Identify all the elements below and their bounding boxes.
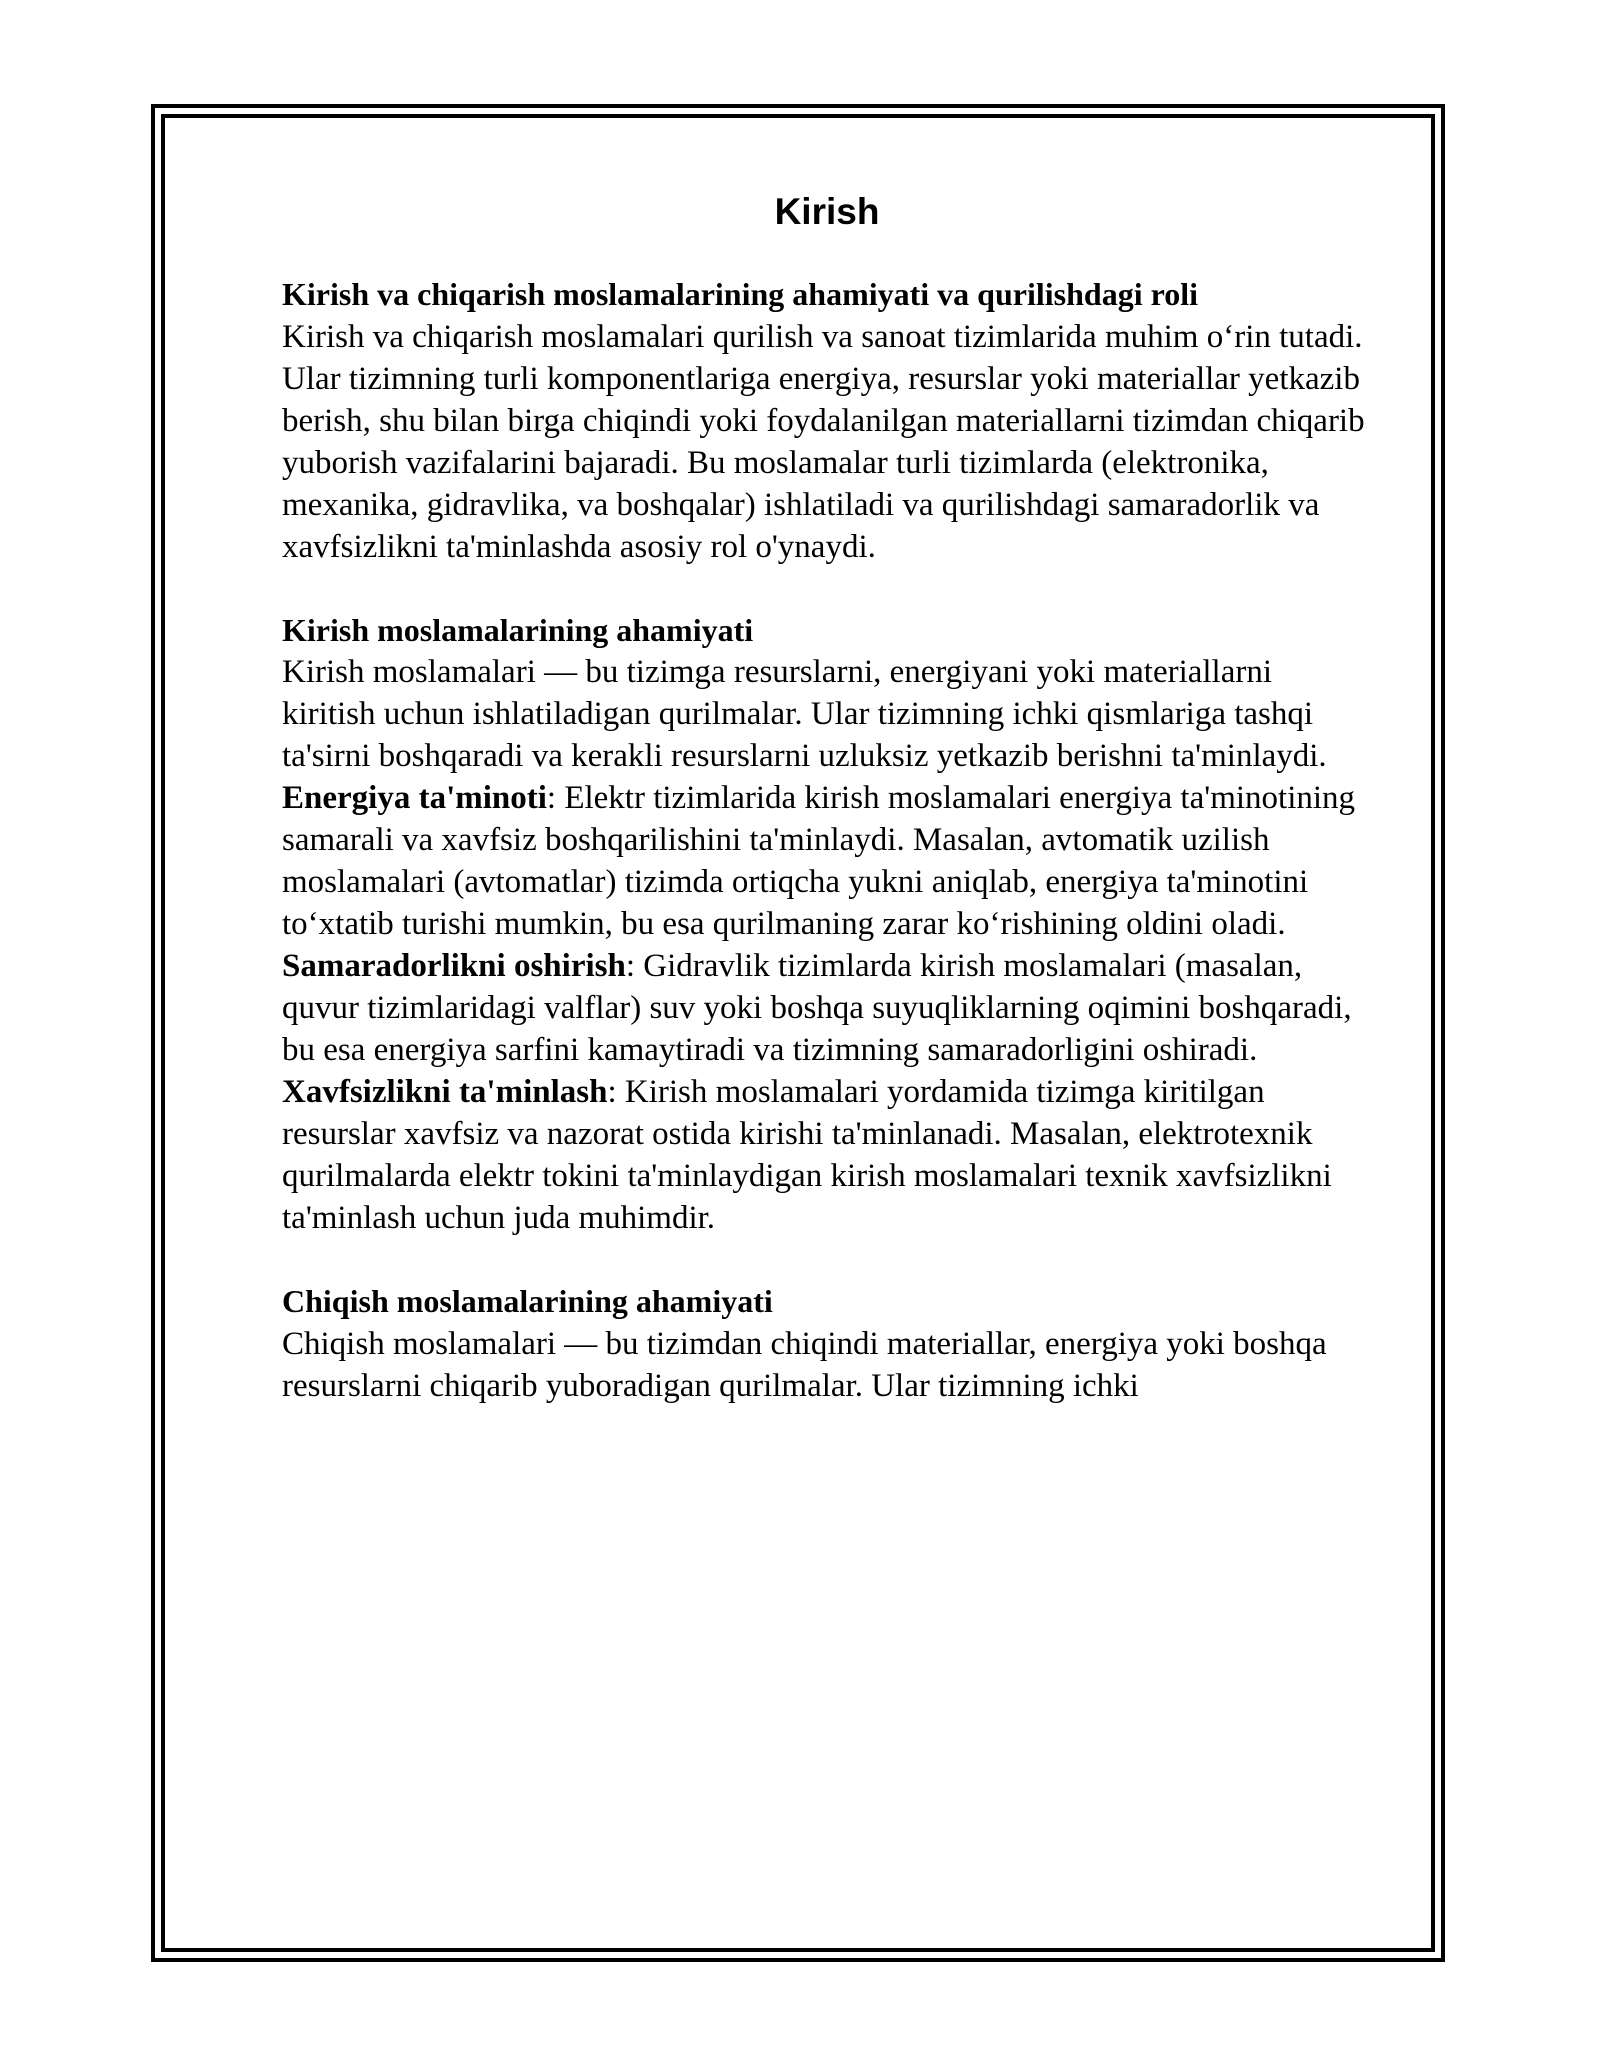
output-definition-paragraph: Chiqish moslamalari — bu tizimdan chiqindi materiallar, energiya yoki boshqa resurslarni chiqarib yuboradigan qurilmalar. Ular tizimning ichki <box>282 1325 1327 1404</box>
energy-supply-text: : Elektr tizimlarida kirish moslamalari energiya ta'minotining samarali va xavfsiz boshqarilishini ta'minlaydi. Masalan, avtomatik uzilish moslamalari (avtomatlar) tizimda ortiqcha yukni aniqlab, energiya ta'minotini to‘xtatib turishi mumkin, bu esa qurilmaning zarar ko‘rishining oldini oladi. <box>282 780 1356 943</box>
energy-supply-term: Energiya ta'minoti <box>282 780 547 817</box>
input-section-heading: Kirish moslamalarining ahamiyati <box>282 611 754 648</box>
input-definition-paragraph: Kirish moslamalari — bu tizimga resurslarni, energiyani yoki materiallarni kiritish uchun ishlatiladigan qurilmalar. Ular tizimning ichki qismlariga tashqi ta'sirni boshqaradi va kerakli resurslarni uzluksiz yetkazib berishni ta'minlaydi. <box>282 654 1327 775</box>
safety-term: Xavfsizlikni ta'minlash <box>282 1074 608 1111</box>
document-content <box>282 180 1372 1407</box>
safety-text: : Kirish moslamalari yordamida tizimga kiritilgan resurslar xavfsiz va nazorat ostida kirishi ta'minlanadi. Masalan, elektrotexnik qurilmalarda elektr tokini ta'minlaydigan kirish moslamalari texnik xavfsizlikni ta'minlash uchun juda muhimdir. <box>282 1074 1332 1237</box>
main-heading: Kirish va chiqarish moslamalarining ahamiyati va qurilishdagi roli <box>282 276 1198 313</box>
intro-paragraph: Kirish va chiqarish moslamalari qurilish va sanoat tizimlarida muhim o‘rin tutadi. Ular tizimning turli komponentlariga energiya, resurslar yoki materiallar yetkazib berish, shu bilan birga chiqindi yoki foydalanilgan materiallarni tizimdan chiqarib yuborish vazifalarini bajaradi. Bu moslamalar turli tizimlarda (elektronika, mexanika, gidravlika, va boshqalar) ishlatiladi va qurilishdagi samaradorlik va xavfsizlikni ta'minlashda asosiy rol o'ynaydi. <box>282 318 1365 565</box>
energy-supply-paragraph <box>282 777 1372 945</box>
page-title: Kirish <box>774 191 880 232</box>
efficiency-term: Samaradorlikni oshirish <box>282 948 626 985</box>
efficiency-paragraph <box>282 945 1372 1071</box>
safety-paragraph <box>282 1071 1372 1239</box>
efficiency-text: : Gidravlik tizimlarda kirish moslamalari (masalan, quvur tizimlaridagi valflar) suv yoki boshqa suyuqliklarning oqimini boshqaradi, bu esa energiya sarfini kamaytiradi va tizimning samaradorligini oshiradi. <box>282 948 1352 1069</box>
output-section-heading: Chiqish moslamalarining ahamiyati <box>282 1283 773 1320</box>
